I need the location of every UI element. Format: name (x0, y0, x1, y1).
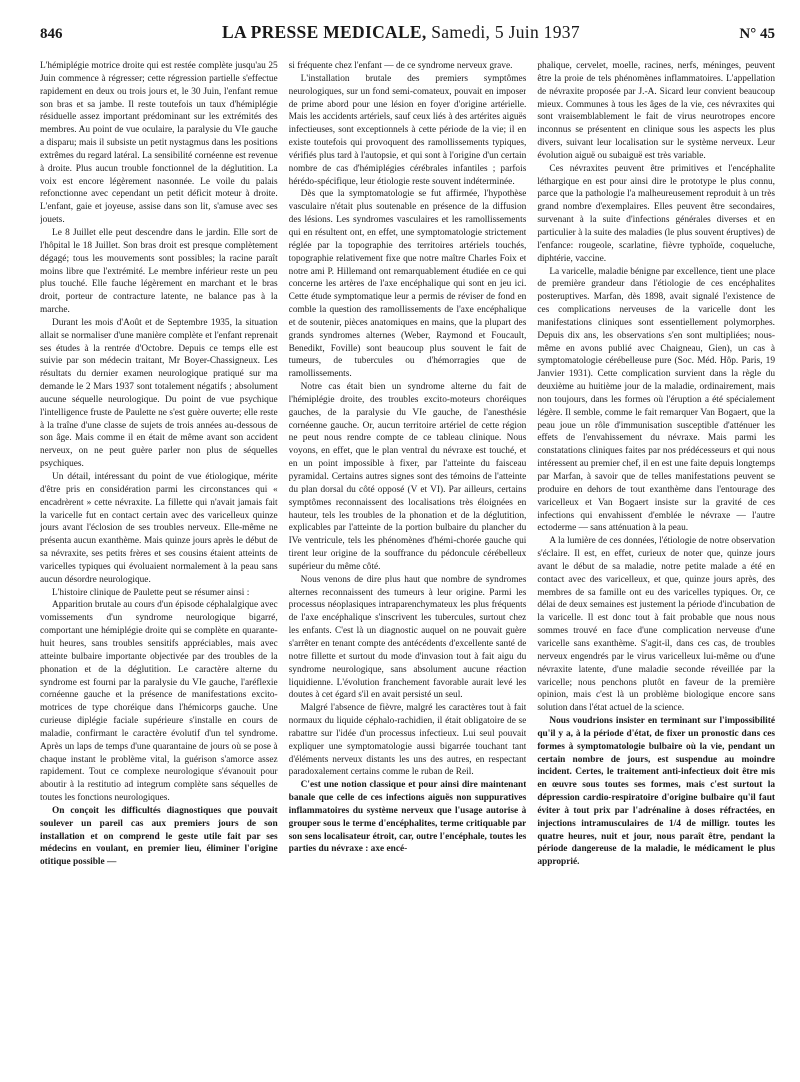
paragraph: Notre cas était bien un syndrome alterne du fait de l'hémiplégie droite, des troubles excito-moteurs choréiques gauches, de la paralysie du VIe gauche, de l'anesthésie cornéenne gauche. Or, aucun territoire artériel de cette région ne peut nous rendre compte de ce tableau clinique. Nous voyons, en effet, que le plan ventral du névraxe est touché, et en un point impossible à fixer, par l'atteinte du faisceau pyramidal. Certains autres signes sont des témoins de l'atteinte du plan dorsal du côté opposé (V et VI). Par ailleurs, certains symptômes reconnaissent des localisations très éloignées en hauteur, tels les troubles de la phonation et de la déglutition, explicables par l'atteinte de la portion bulbaire du plancher du IVe ventricule, tels les phénomènes d'hémi-chorée gauche qui tirent leur origine de la souffrance du pédoncule cérébelleux supérieur du même côté. (288, 382, 527, 572)
paragraph: C'est une notion classique et pour ainsi dire maintenant banale que celle de ces infections aiguës non suppuratives inflammatoires du système nerveux que l'usage autorise à grouper sous le terme d'encéphalites, terme critiquable par son sens localisateur étroit, car, outre l'encéphale, toutes les parties du névraxe : axe encé- (288, 780, 527, 855)
paragraph: Dès que la symptomatologie se fut affirmée, l'hypothèse vasculaire n'était plus soutenable en présence de la diffusion des lésions. Les syndromes vasculaires et les ramollissements qui en résultent ont, en effet, une symptomatologie strictement réglée par la topographie des territoires artériels touchés, topographie relativement fixe que notre maître Charles Foix et notre ami P. Hillemand ont remarquablement étudiée en ce qui concerne les artères de l'axe encéphalique qui sont en jeu ici. Cette étude symptomatique leur a permis de réviser de fond en comble la question des ramollissements de l'axe encéphalique et de soutenir, pièces anatomiques en mains, que la plupart des grands syndromes alternes (Weber, Raymond et Foucault, Benedikt, Foville) sont beaucoup plus souvent le fait de tumeurs, de tubercules ou d'hémorragies que de ramollissements. (288, 189, 527, 380)
paragraph: La varicelle, maladie bénigne par excellence, tient une place de première grandeur dans l'étiologie de ces encéphalites posteruptives. Marfan, dès 1898, avait signalé l'existence de ces complications nerveuses de la varicelle dont les manifestations cliniques sont essentiellement polymorphes. Depuis dix ans, les observations s'en sont multipliées; nous-même en avons publié avec Chaigneau, Gien), un cas à symptomatologie cérébelleuse pure (Soc. Méd. Hôp. Paris, 19 Janvier 1931). Cette complication survient dans la règle du deuxième au huitième jour de la maladie, ordinairement, mais non toujours, dans les formes où l'éruption a été spécialement légère. Il semble, comme le fait remarquer Van Bogaert, que la peau joue un rôle d'immunisation susceptible d'atténuer les effets de l'envahissement du névraxe. Mais parmi les constatations cliniques faites par nos prédécesseurs et qui nous intéressent au premier chef, il en est une faite depuis longtemps par Marfan, à savoir que de telles manifestations peuvent se produire en dehors de tout exanthème dans l'entourage des varicelleux et Van Bogaert insiste sur la gravité de ces infections qui envahissent d'emblée le névraxe — l'autre ectoderme — sans atténuation à la peau. (537, 266, 776, 534)
paragraph: si fréquente chez l'enfant — de ce syndrome nerveux grave. (288, 61, 513, 71)
paragraph: Nous venons de dire plus haut que nombre de syndromes alternes reconnaissent des tumeurs à leur origine. Parmi les processus néoplasiques intraparenchymateux les plus fréquents de l'axe encéphalique s'inscrivent les tubercules, surtout chez les enfants. C'est là un diagnostic auquel on ne pouvait guère s'arrêter en tenant compte des antécédents d'excellente santé de notre fillette et surtout du mode d'invasion tout à fait aigu du syndrome neurologique, sans absolument aucune réaction liquidienne. L'évolution franchement favorable aurait levé les doutes à cet égard s'il en avait persisté un seul. (288, 574, 527, 701)
paragraph: L'histoire clinique de Paulette peut se résumer ainsi : (52, 587, 250, 598)
running-title (222, 22, 580, 43)
paragraph: phalique, cervelet, moelle, racines, nerfs, méninges, peuvent être la proie de tels phénomènes inflammatoires. L'appellation de névraxite proposée par J.-A. Sicard leur convient beaucoup mieux. Communes à tous les âges de la vie, ces névraxites qui sont vraisemblablement le fait de virus neurotropes encore inconnus se présentent en clinique sous les aspects les plus divers, suivant leur localisation sur le système nerveux. Leur évolution aiguë ou subaiguë est très variable. (537, 61, 776, 161)
paragraph: Apparition brutale au cours d'un épisode céphalalgique avec vomissements d'un syndrome neurologique bigarré, comportant une hémiplégie droite qui se complète en quarante-huit heures, sans troubles sensitifs appréciables, mais avec atteinte bulbaire importante objectivée par des troubles de la phonation et de la déglutition. Le caractère alterne du syndrome est fourni par la paralysie du VIe gauche, l'aréflexie cornéenne gauche et la présence de manifestations excito-motrices de type choréique dans l'hémicorps gauche. Une curieuse diplégie faciale supérieure s'installe en cours de maladie, confirmant le caractère évolutif d'un tel syndrome. Après un laps de temps d'une quarantaine de jours où se pose à chaque instant le problème vital, la guérison s'amorce assez rapidement. Tout ce complexe neurologique s'évanouit pour aboutir à la restitutio ad integrum complète sans séquelles de toutes les fonctions neurologiques. (40, 600, 278, 804)
article-body (40, 60, 775, 1075)
text-column-left (40, 60, 278, 1075)
paragraph: A la lumière de ces données, l'étiologie de notre observation s'éclaire. Il est, en effet, curieux de noter que, quinze jours avant le début de sa maladie, notre petite malade a été en contact avec des varicelleux, et que, quinze jours après, des membres de sa famille ont eu des varicelles typiques. Or, ce délai de deux semaines est justement la période d'incubation de la varicelle. Il est donc tout à fait probable que nous nous sommes trouvé en face d'une complication nerveuse d'une varicelle sans exanthème. S'agit-il, dans ces cas, de troubles nerveux engendrés par le virus varicelleux lui-même ou d'une névraxite latente, d'une maladie seconde réveillée par la varicelle; nous penchons plutôt en faveur de la première opinion, mais c'est là un problème biologique encore sans solution dans l'état actuel de la science. (537, 536, 776, 714)
paragraph: L'installation brutale des premiers symptômes neurologiques, sur un fond semi-comateux, pouvait en imposer de prime abord pour une lésion en foyer d'origine artérielle. Mais les accidents artériels, sauf ceux liés à des artérites aiguës infectieuses, sont exceptionnels à cette période de la vie; il en existe toutefois qui provoquent des ramollissements typiques, vérifiés plus tard à l'autopsie, et qui sont à l'origine d'un certain nombre de cas d'hémiplégies cérébrales infantiles ; parfois hérédo-spécifique, leur étiologie reste souvent indéterminée. (288, 73, 527, 187)
paragraph: Durant les mois d'Août et de Septembre 1935, la situation allait se normaliser d'une manière complète et l'enfant reprenait ses études à la rentrée d'Octobre. Depuis ce temps elle est suivie par son médecin traitant, Mr Boyer-Chassigneux. Les résultats du dernier examen neurologique pratiqué sur ma demande le 2 Mars 1937 sont totalement négatifs ; absolument aucune séquelle neurologique. Du point de vue psychique l'intelligence fruste de Paulette ne s'est guère ouverte; elle reste à la traîne d'une classe de sujets de trois années au-dessous de son âge. Mais comme il en était de même avant son accident nerveux, on ne peut guère parler non plus de séquelles psychiques. (40, 317, 278, 470)
paragraph: On conçoit les difficultés diagnostiques que pouvait soulever un pareil cas aux premiers jours de son installation et on comprend le geste utile fait par ses médecins en voulant, en premier lieu, éliminer l'origine otitique possible — (40, 805, 278, 868)
issue-date: Samedi, 5 Juin 1937 (431, 22, 580, 42)
paragraph: Ces névraxites peuvent être primitives et l'encéphalite léthargique en est pour ainsi dire le prototype le plus connu, parce que la pathologie l'a malheureusement reproduit à un très grand nombre d'exemplaires. Elles peuvent être secondaires, survenant à la suite d'infections générales diverses et en particulier à la suite des maladies (le plus souvent éruptives) de l'enfance: rougeole, scarlatine, fièvre typhoïde, coqueluche, diphtérie, vaccine. (537, 163, 776, 264)
text-column-right (537, 60, 775, 1075)
page-number: 846 (40, 26, 63, 42)
paragraph: Malgré l'absence de fièvre, malgré les caractères tout à fait normaux du liquide céphalo-rachidien, il était obligatoire de se rabattre sur l'idée d'un processus infectieux. Lui seul pouvait expliquer une symptomatologie aussi bigarrée touchant tant d'éléments nerveux distants les uns des autres, en respectant paradoxalement certains comme le ruban de Reil. (288, 703, 527, 778)
paragraph: Nous voudrions insister en terminant sur l'impossibilité qu'il y a, à la période d'état, de fixer un pronostic dans ces formes à symptomatologie bulbaire où la vie, pendant un certain nombre de jours, est suspendue au moindre incident. Certes, le traitement anti-infectieux doit être mis en œuvre sous toutes ses formes, mais c'est surtout la dépression cardio-respiratoire d'origine bulbaire qu'il faut éviter à tout prix par l'adrénaline à doses réfractées, en injections intramusculaires de 1/4 de milligr. toutes les quatre heures, nuit et jour, nous paraît être, pendant la période dangereuse de la maladie, le médicament le plus approprié. (537, 716, 776, 868)
page-header (40, 22, 775, 44)
text-column-middle (289, 60, 527, 1075)
paragraph: L'hémiplégie motrice droite qui est restée complète jusqu'au 25 Juin commence à régresser; cette régression partielle s'effectue rapidement en deux ou trois jours et, le 30 Juin, l'enfant remue son bras et sa jambe. Il reste toutefois un taux d'hémiplégie résiduelle assez important prédominant sur les extrémités des membres. Au point de vue oculaire, la paralysie du VIe gauche a disparu; mais il subsiste un petit nystagmus dans les positions extrêmes du regard latéral. La sensibilité cornéenne est revenue à droite. Plus aucun trouble fonctionnel de la déglutition. La voix est encore légèrement nasonnée. Le voile du palais refonctionne avec cependant un petit déficit moteur à droite. L'enfant, gaie et joyeuse, assise dans son lit, s'amuse avec ses jouets. (40, 61, 278, 226)
issue-number: N° 45 (739, 26, 775, 42)
journal-title: LA PRESSE MEDICALE, (222, 22, 427, 42)
paragraph: Le 8 Juillet elle peut descendre dans le jardin. Elle sort de l'hôpital le 18 Juillet. Son bras droit est presque complètement dégagé; tous les mouvements sont possibles; la racine paraît moins libre que l'extrémité. Le membre inférieur reste un peu plus touché. Elle fauche légèrement en marchant et le bras droit, porteur de contracture latente, ne balance pas à la marche. (40, 227, 278, 316)
paragraph: Un détail, intéressant du point de vue étiologique, mérite d'être pris en considération parmi les circonstances qui « encadrèrent » cette névraxite. La fillette qui n'avait jamais fait la varicelle fut en contact certain avec des varicelleux quinze jours avant l'éclosion de ses troubles nerveux. Elle-même ne présenta aucun exanthème. Mais quinze jours après le début de sa névraxite, ses petits frères et ses cousins étaient atteints de varicelles typiques qui évoluaient normalement à la peau sans aucun désordre neurologique. (40, 472, 278, 585)
